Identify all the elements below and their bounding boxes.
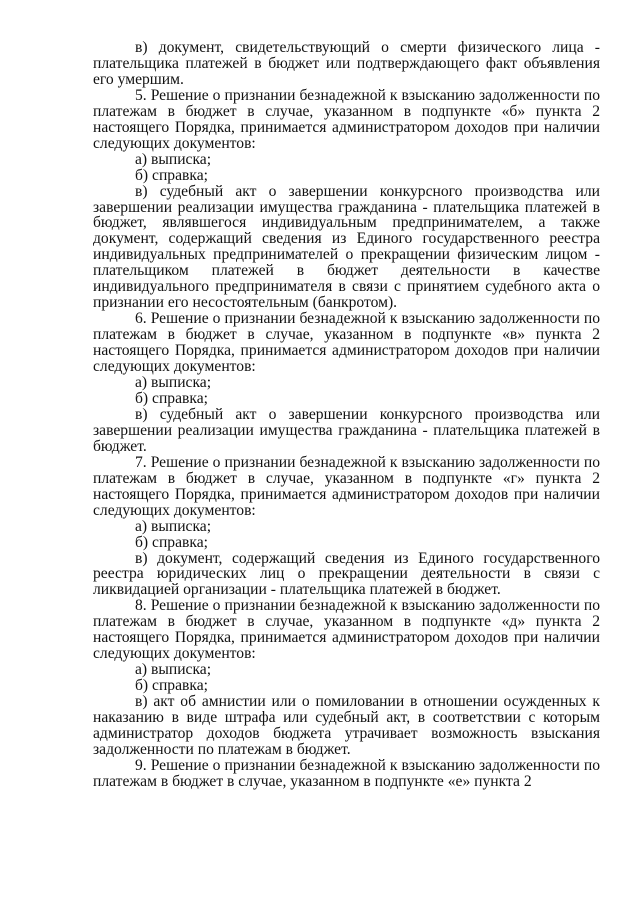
paragraph-8: 8. Решение о признании безнадежной к взысканию задолженности по платежам в бюджет в случае, указанном в подпункте «д» пункта 2 настоящего Порядка, принимается администратором доходов при наличии следующих документов: [93, 597, 600, 663]
list-item: б) справка; [135, 389, 208, 407]
list-item: б) справка; [135, 677, 208, 695]
list-item: в) судебный акт о завершении конкурсного производства или завершении реализации имущества гражданина - плательщика платежей в бюджет. [93, 405, 600, 455]
list-item: в) документ, содержащий сведения из Единого государственного реестра юридических лиц о прекращении деятельности в связи с ликвидацией организации - плательщика платежей в бюджет. [93, 549, 600, 599]
paragraph-6: 6. Решение о признании безнадежной к взысканию задолженности по платежам в бюджет в случае, указанном в подпункте «в» пункта 2 настоящего Порядка, принимается администратором доходов при наличии следующих документов: [93, 310, 600, 376]
paragraph-5: 5. Решение о признании безнадежной к взысканию задолженности по платежам в бюджет в случае, указанном в подпункте «б» пункта 2 настоящего Порядка, принимается администратором доходов при наличии следующих документов: [93, 86, 600, 152]
list-item: а) выписка; [135, 374, 212, 392]
paragraph-9: 9. Решение о признании безнадежной к взысканию задолженности по платежам в бюджет в случае, указанном в подпункте «е» пункта 2 [93, 756, 600, 790]
list-item: б) справка; [135, 166, 208, 184]
list-item: а) выписка; [135, 517, 212, 535]
list-item: а) выписка; [135, 661, 212, 679]
list-item: в) акт об амнистии или о помиловании в отношении осужденных к наказанию в виде штрафа или судебный акт, в соответствии с которым администратор доходов бюджета утрачивает возможность взыскания задолженности по платежам в бюджет. [93, 693, 600, 758]
list-item: б) справка; [135, 533, 208, 551]
list-item: в) судебный акт о завершении конкурсного производства или завершении реализации имущества гражданина - плательщика платежей в бюджет, являвшегося индивидуальным предпринимателем, а также документ, содержащий сведения из Единого государственного реестра индивидуальных предпринимателей о прекращении физическим лицом - плательщиком платежей в бюджет деятельности в качестве индивидуального предпринимателя в связи с принятием судебного акта о признании его несостоятельным (банкротом). [93, 182, 600, 312]
paragraph-7: 7. Решение о признании безнадежной к взысканию задолженности по платежам в бюджет в случае, указанном в подпункте «г» пункта 2 настоящего Порядка, принимается администратором доходов при наличии следующих документов: [93, 453, 600, 519]
list-item: а) выписка; [135, 150, 212, 168]
list-item: в) документ, свидетельствующий о смерти физического лица - плательщика платежей в бюджет или подтверждающего факт объявления его умершим. [93, 39, 600, 88]
